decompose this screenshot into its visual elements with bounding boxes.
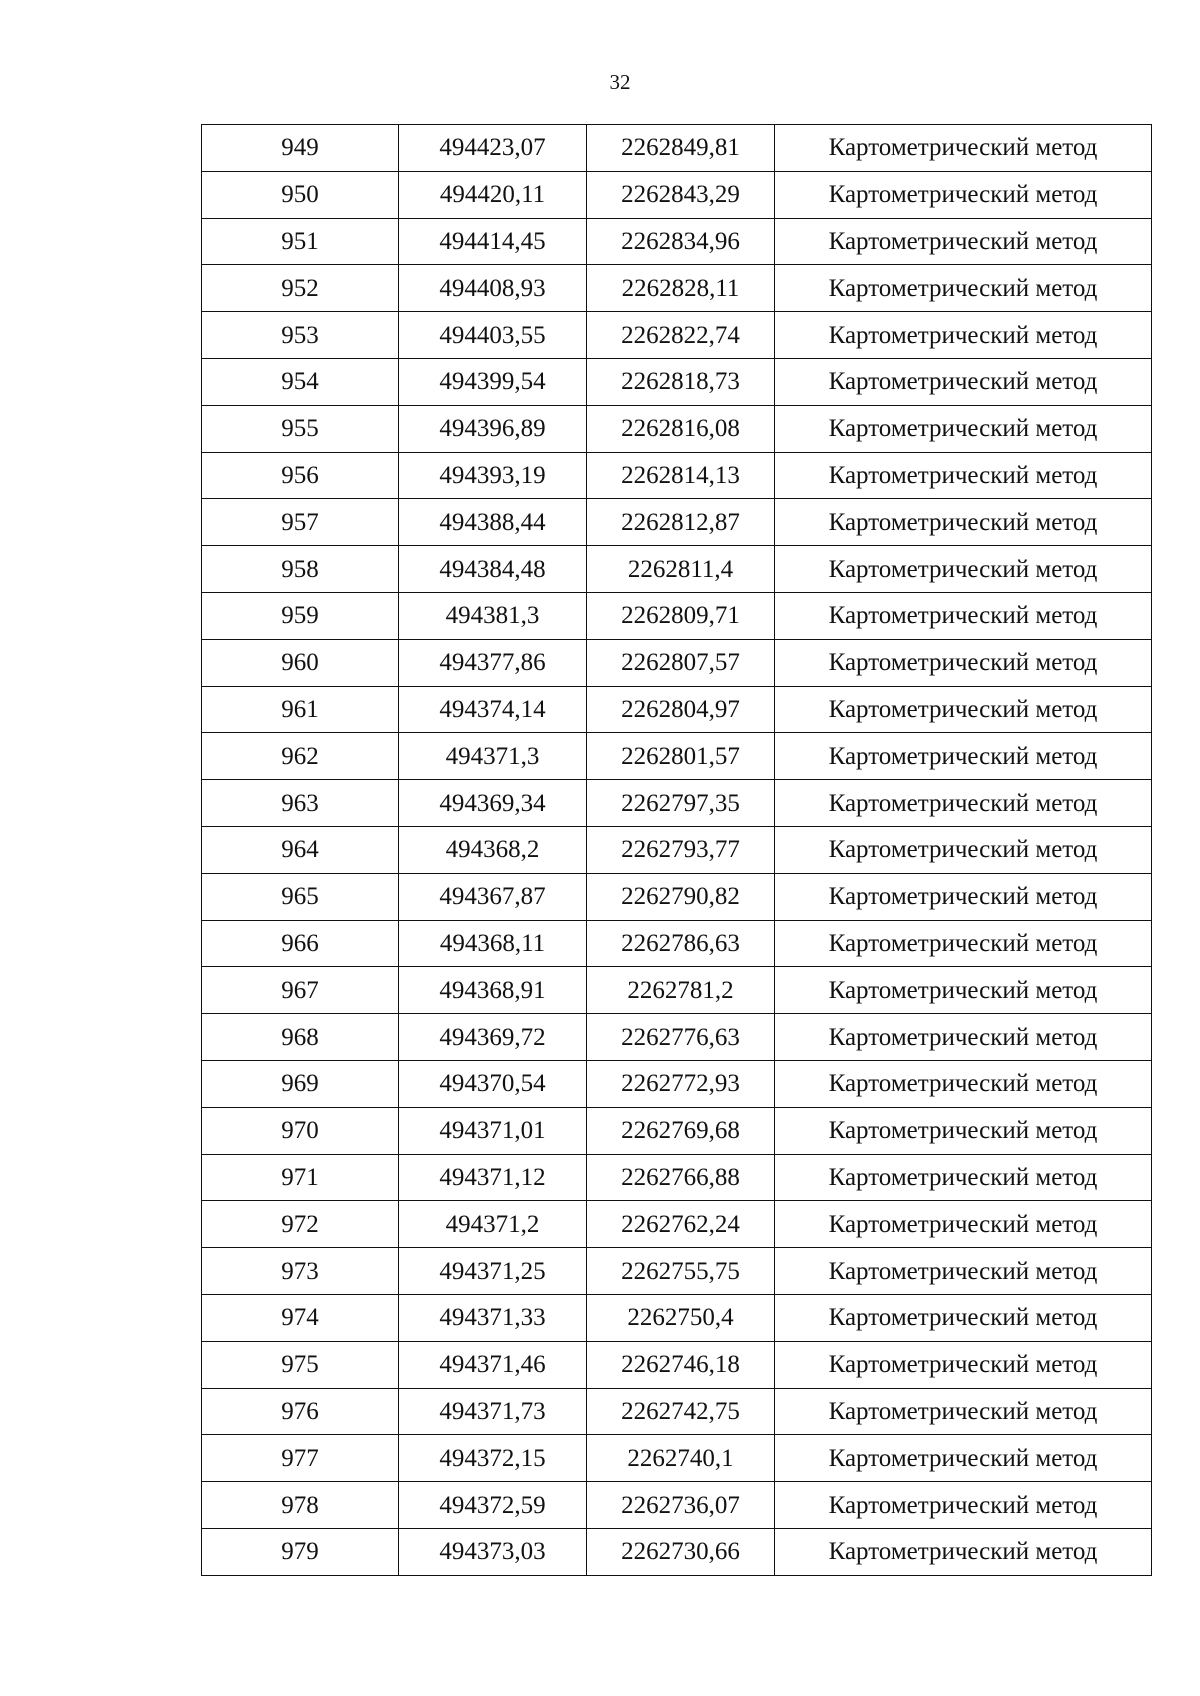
table-row	[202, 312, 1152, 359]
y-coordinate-cell: 2262797,35	[587, 780, 775, 827]
table-row	[202, 686, 1152, 733]
method-cell: Картометрический метод	[775, 1341, 1152, 1388]
point-number-cell: 965	[202, 873, 399, 920]
y-coordinate-cell: 2262834,96	[587, 218, 775, 265]
point-number-cell: 967	[202, 967, 399, 1014]
point-number-cell: 963	[202, 780, 399, 827]
point-number-cell: 968	[202, 1014, 399, 1061]
table-row	[202, 358, 1152, 405]
method-cell: Картометрический метод	[775, 1435, 1152, 1482]
y-coordinate-cell: 2262736,07	[587, 1482, 775, 1529]
x-coordinate-cell: 494399,54	[399, 358, 587, 405]
table-row	[202, 639, 1152, 686]
method-cell: Картометрический метод	[775, 1528, 1152, 1575]
x-coordinate-cell: 494408,93	[399, 265, 587, 312]
method-cell: Картометрический метод	[775, 452, 1152, 499]
table-row	[202, 265, 1152, 312]
y-coordinate-cell: 2262807,57	[587, 639, 775, 686]
point-number-cell: 964	[202, 826, 399, 873]
y-coordinate-cell: 2262818,73	[587, 358, 775, 405]
x-coordinate-cell: 494369,72	[399, 1014, 587, 1061]
point-number-cell: 970	[202, 1107, 399, 1154]
y-coordinate-cell: 2262809,71	[587, 592, 775, 639]
point-number-cell: 953	[202, 312, 399, 359]
table-row	[202, 1528, 1152, 1575]
x-coordinate-cell: 494371,2	[399, 1201, 587, 1248]
y-coordinate-cell: 2262812,87	[587, 499, 775, 546]
point-number-cell: 960	[202, 639, 399, 686]
point-number-cell: 954	[202, 358, 399, 405]
x-coordinate-cell: 494370,54	[399, 1060, 587, 1107]
method-cell: Картометрический метод	[775, 1248, 1152, 1295]
table-row	[202, 1154, 1152, 1201]
method-cell: Картометрический метод	[775, 265, 1152, 312]
y-coordinate-cell: 2262755,75	[587, 1248, 775, 1295]
table-row	[202, 405, 1152, 452]
point-number-cell: 966	[202, 920, 399, 967]
method-cell: Картометрический метод	[775, 312, 1152, 359]
x-coordinate-cell: 494420,11	[399, 171, 587, 218]
table-row	[202, 920, 1152, 967]
y-coordinate-cell: 2262790,82	[587, 873, 775, 920]
x-coordinate-cell: 494371,3	[399, 733, 587, 780]
y-coordinate-cell: 2262814,13	[587, 452, 775, 499]
y-coordinate-cell: 2262786,63	[587, 920, 775, 967]
method-cell: Картометрический метод	[775, 499, 1152, 546]
method-cell: Картометрический метод	[775, 546, 1152, 593]
x-coordinate-cell: 494368,2	[399, 826, 587, 873]
x-coordinate-cell: 494369,34	[399, 780, 587, 827]
y-coordinate-cell: 2262769,68	[587, 1107, 775, 1154]
method-cell: Картометрический метод	[775, 592, 1152, 639]
x-coordinate-cell: 494371,01	[399, 1107, 587, 1154]
method-cell: Картометрический метод	[775, 780, 1152, 827]
y-coordinate-cell: 2262772,93	[587, 1060, 775, 1107]
method-cell: Картометрический метод	[775, 405, 1152, 452]
table-row	[202, 780, 1152, 827]
coordinates-table-body	[202, 125, 1152, 1576]
point-number-cell: 972	[202, 1201, 399, 1248]
table-row	[202, 733, 1152, 780]
method-cell: Картометрический метод	[775, 125, 1152, 172]
method-cell: Картометрический метод	[775, 1060, 1152, 1107]
point-number-cell: 961	[202, 686, 399, 733]
y-coordinate-cell: 2262804,97	[587, 686, 775, 733]
method-cell: Картометрический метод	[775, 826, 1152, 873]
table-row	[202, 1248, 1152, 1295]
x-coordinate-cell: 494423,07	[399, 125, 587, 172]
table-row	[202, 1435, 1152, 1482]
method-cell: Картометрический метод	[775, 967, 1152, 1014]
point-number-cell: 974	[202, 1294, 399, 1341]
point-number-cell: 949	[202, 125, 399, 172]
x-coordinate-cell: 494374,14	[399, 686, 587, 733]
x-coordinate-cell: 494371,33	[399, 1294, 587, 1341]
method-cell: Картометрический метод	[775, 1014, 1152, 1061]
method-cell: Картометрический метод	[775, 1201, 1152, 1248]
x-coordinate-cell: 494384,48	[399, 546, 587, 593]
method-cell: Картометрический метод	[775, 1388, 1152, 1435]
method-cell: Картометрический метод	[775, 218, 1152, 265]
y-coordinate-cell: 2262742,75	[587, 1388, 775, 1435]
method-cell: Картометрический метод	[775, 1482, 1152, 1529]
x-coordinate-cell: 494367,87	[399, 873, 587, 920]
point-number-cell: 969	[202, 1060, 399, 1107]
point-number-cell: 975	[202, 1341, 399, 1388]
table-row	[202, 592, 1152, 639]
method-cell: Картометрический метод	[775, 733, 1152, 780]
point-number-cell: 952	[202, 265, 399, 312]
y-coordinate-cell: 2262776,63	[587, 1014, 775, 1061]
y-coordinate-cell: 2262849,81	[587, 125, 775, 172]
y-coordinate-cell: 2262730,66	[587, 1528, 775, 1575]
x-coordinate-cell: 494371,25	[399, 1248, 587, 1295]
method-cell: Картометрический метод	[775, 920, 1152, 967]
table-row	[202, 1014, 1152, 1061]
table-row	[202, 1060, 1152, 1107]
point-number-cell: 962	[202, 733, 399, 780]
y-coordinate-cell: 2262746,18	[587, 1341, 775, 1388]
point-number-cell: 971	[202, 1154, 399, 1201]
table-row	[202, 873, 1152, 920]
table-row	[202, 1341, 1152, 1388]
y-coordinate-cell: 2262762,24	[587, 1201, 775, 1248]
table-row	[202, 826, 1152, 873]
x-coordinate-cell: 494368,11	[399, 920, 587, 967]
x-coordinate-cell: 494371,73	[399, 1388, 587, 1435]
y-coordinate-cell: 2262766,88	[587, 1154, 775, 1201]
point-number-cell: 951	[202, 218, 399, 265]
method-cell: Картометрический метод	[775, 686, 1152, 733]
point-number-cell: 955	[202, 405, 399, 452]
x-coordinate-cell: 494368,91	[399, 967, 587, 1014]
point-number-cell: 950	[202, 171, 399, 218]
point-number-cell: 979	[202, 1528, 399, 1575]
x-coordinate-cell: 494371,46	[399, 1341, 587, 1388]
x-coordinate-cell: 494388,44	[399, 499, 587, 546]
method-cell: Картометрический метод	[775, 171, 1152, 218]
point-number-cell: 957	[202, 499, 399, 546]
x-coordinate-cell: 494372,15	[399, 1435, 587, 1482]
y-coordinate-cell: 2262793,77	[587, 826, 775, 873]
x-coordinate-cell: 494403,55	[399, 312, 587, 359]
method-cell: Картометрический метод	[775, 1107, 1152, 1154]
y-coordinate-cell: 2262801,57	[587, 733, 775, 780]
table-row	[202, 1201, 1152, 1248]
table-row	[202, 125, 1152, 172]
x-coordinate-cell: 494396,89	[399, 405, 587, 452]
table-row	[202, 1107, 1152, 1154]
point-number-cell: 958	[202, 546, 399, 593]
table-row	[202, 499, 1152, 546]
table-row	[202, 452, 1152, 499]
table-row	[202, 1482, 1152, 1529]
method-cell: Картометрический метод	[775, 639, 1152, 686]
y-coordinate-cell: 2262781,2	[587, 967, 775, 1014]
point-number-cell: 978	[202, 1482, 399, 1529]
y-coordinate-cell: 2262811,4	[587, 546, 775, 593]
point-number-cell: 976	[202, 1388, 399, 1435]
table-row	[202, 546, 1152, 593]
y-coordinate-cell: 2262740,1	[587, 1435, 775, 1482]
page-number: 32	[609, 70, 631, 94]
x-coordinate-cell: 494371,12	[399, 1154, 587, 1201]
method-cell: Картометрический метод	[775, 1294, 1152, 1341]
x-coordinate-cell: 494414,45	[399, 218, 587, 265]
x-coordinate-cell: 494377,86	[399, 639, 587, 686]
method-cell: Картометрический метод	[775, 873, 1152, 920]
table-row	[202, 967, 1152, 1014]
method-cell: Картометрический метод	[775, 358, 1152, 405]
y-coordinate-cell: 2262828,11	[587, 265, 775, 312]
x-coordinate-cell: 494393,19	[399, 452, 587, 499]
y-coordinate-cell: 2262816,08	[587, 405, 775, 452]
y-coordinate-cell: 2262843,29	[587, 171, 775, 218]
y-coordinate-cell: 2262822,74	[587, 312, 775, 359]
x-coordinate-cell: 494373,03	[399, 1528, 587, 1575]
point-number-cell: 977	[202, 1435, 399, 1482]
y-coordinate-cell: 2262750,4	[587, 1294, 775, 1341]
table-row	[202, 1388, 1152, 1435]
table-row	[202, 1294, 1152, 1341]
point-number-cell: 959	[202, 592, 399, 639]
coordinates-table	[201, 124, 1152, 1576]
point-number-cell: 973	[202, 1248, 399, 1295]
x-coordinate-cell: 494372,59	[399, 1482, 587, 1529]
table-row	[202, 218, 1152, 265]
method-cell: Картометрический метод	[775, 1154, 1152, 1201]
point-number-cell: 956	[202, 452, 399, 499]
table-row	[202, 171, 1152, 218]
x-coordinate-cell: 494381,3	[399, 592, 587, 639]
